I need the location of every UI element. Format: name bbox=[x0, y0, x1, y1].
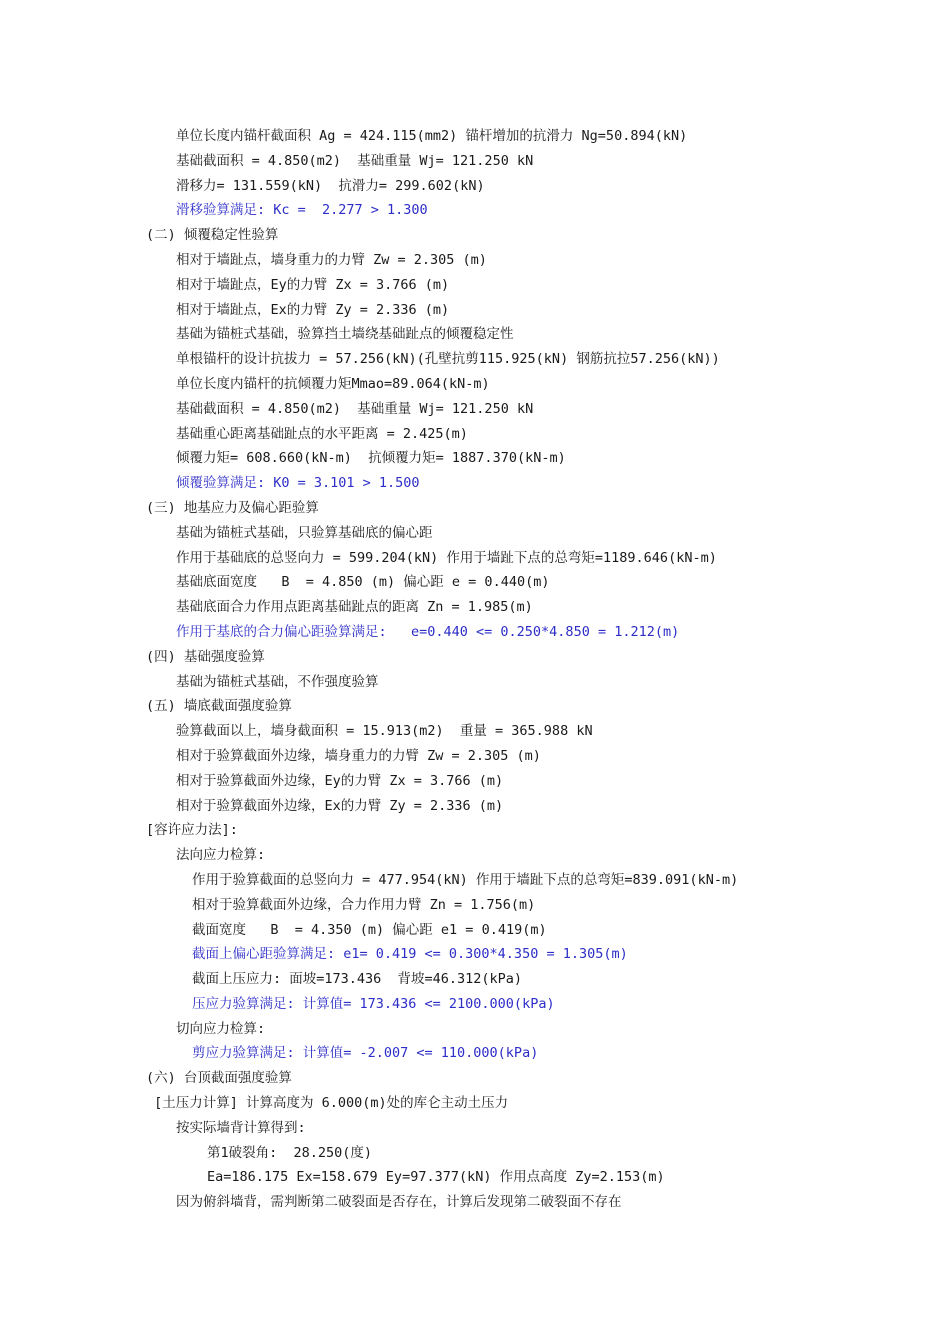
text-line: 单位长度内锚杆的抗倾覆力矩Mmao=89.064(kN-m) bbox=[176, 375, 490, 392]
section-heading: (三) 地基应力及偏心距验算 bbox=[146, 499, 319, 516]
check-result-line: 剪应力验算满足: 计算值= -2.007 <= 110.000(kPa) bbox=[192, 1045, 539, 1062]
check-result-line: 压应力验算满足: 计算值= 173.436 <= 2100.000(kPa) bbox=[192, 995, 555, 1012]
text-line: 基础截面积 = 4.850(m2) 基础重量 Wj= 121.250 kN bbox=[176, 400, 534, 417]
section-heading: [容许应力法]: bbox=[146, 822, 238, 839]
text-line: 法向应力检算: bbox=[176, 847, 266, 864]
section-heading: (二) 倾覆稳定性验算 bbox=[146, 227, 279, 244]
section-heading: (五) 墙底截面强度验算 bbox=[146, 698, 292, 715]
check-result-line: 截面上偏心距验算满足: e1= 0.419 <= 0.300*4.350 = 1.305(m) bbox=[192, 946, 628, 963]
section-heading: [土压力计算] 计算高度为 6.000(m)处的库仑主动土压力 bbox=[146, 1095, 509, 1112]
text-line: 倾覆力矩= 608.660(kN-m) 抗倾覆力矩= 1887.370(kN-m) bbox=[176, 450, 566, 467]
document-page bbox=[0, 124, 950, 1215]
section-heading: (四) 基础强度验算 bbox=[146, 648, 265, 665]
text-line: 第1破裂角: 28.250(度) bbox=[207, 1144, 373, 1161]
text-line: 基础重心距离基础趾点的水平距离 = 2.425(m) bbox=[176, 425, 468, 442]
text-line: 相对于墙趾点，墙身重力的力臂 Zw = 2.305 (m) bbox=[176, 251, 487, 268]
text-line: 基础为锚桩式基础，验算挡土墙绕基础趾点的倾覆稳定性 bbox=[176, 326, 514, 343]
text-line: 基础为锚桩式基础，不作强度验算 bbox=[176, 673, 379, 690]
text-line: 相对于墙趾点，Ey的力臂 Zx = 3.766 (m) bbox=[176, 276, 450, 293]
check-result-line: 作用于基底的合力偏心距验算满足: e=0.440 <= 0.250*4.850 = 1.212(m) bbox=[176, 623, 680, 640]
text-line: 相对于验算截面外边缘，Ey的力臂 Zx = 3.766 (m) bbox=[176, 772, 504, 789]
text-line: 基础底面合力作用点距离基础趾点的距离 Zn = 1.985(m) bbox=[176, 599, 533, 616]
text-line: 相对于验算截面外边缘，Ex的力臂 Zy = 2.336 (m) bbox=[176, 797, 504, 814]
text-line: 基础为锚桩式基础，只验算基础底的偏心距 bbox=[176, 524, 433, 541]
check-result-line: 滑移验算满足: Kc = 2.277 > 1.300 bbox=[176, 202, 428, 219]
section-heading: (六) 台顶截面强度验算 bbox=[146, 1070, 292, 1087]
text-line: 切向应力检算: bbox=[176, 1020, 266, 1037]
text-line: 单位长度内锚杆截面积 Ag = 424.115(mm2) 锚杆增加的抗滑力 Ng=50.894(kN) bbox=[176, 128, 688, 144]
text-line: 因为俯斜墙背，需判断第二破裂面是否存在，计算后发现第二破裂面不存在 bbox=[176, 1194, 622, 1211]
text-line: 作用于验算截面的总竖向力 = 477.954(kN) 作用于墙趾下点的总弯矩=839.091(kN-m) bbox=[192, 871, 739, 888]
text-line: 基础截面积 = 4.850(m2) 基础重量 Wj= 121.250 kN bbox=[176, 152, 534, 169]
text-line: 基础底面宽度 B = 4.850 (m) 偏心距 e = 0.440(m) bbox=[176, 574, 550, 591]
text-line: 截面宽度 B = 4.350 (m) 偏心距 e1 = 0.419(m) bbox=[192, 921, 547, 938]
text-line: 单根锚杆的设计抗拔力 = 57.256(kN)(孔壁抗剪115.925(kN) 钢筋抗拉57.256(kN)) bbox=[176, 351, 720, 368]
text-line: 按实际墙背计算得到: bbox=[176, 1119, 306, 1136]
text-line: 相对于验算截面外边缘，合力作用力臂 Zn = 1.756(m) bbox=[192, 896, 536, 913]
text-line: Ea=186.175 Ex=158.679 Ey=97.377(kN) 作用点高度 Zy=2.153(m) bbox=[207, 1169, 665, 1186]
text-line: 作用于基础底的总竖向力 = 599.204(kN) 作用于墙趾下点的总弯矩=1189.646(kN-m) bbox=[176, 549, 717, 566]
text-line: 截面上压应力: 面坡=173.436 背坡=46.312(kPa) bbox=[192, 971, 523, 988]
text-line: 验算截面以上，墙身截面积 = 15.913(m2) 重量 = 365.988 kN bbox=[176, 723, 593, 740]
text-line: 相对于墙趾点，Ex的力臂 Zy = 2.336 (m) bbox=[176, 301, 450, 318]
check-result-line: 倾覆验算满足: K0 = 3.101 > 1.500 bbox=[176, 475, 420, 492]
text-line: 滑移力= 131.559(kN) 抗滑力= 299.602(kN) bbox=[176, 177, 485, 194]
text-line: 相对于验算截面外边缘，墙身重力的力臂 Zw = 2.305 (m) bbox=[176, 747, 541, 764]
